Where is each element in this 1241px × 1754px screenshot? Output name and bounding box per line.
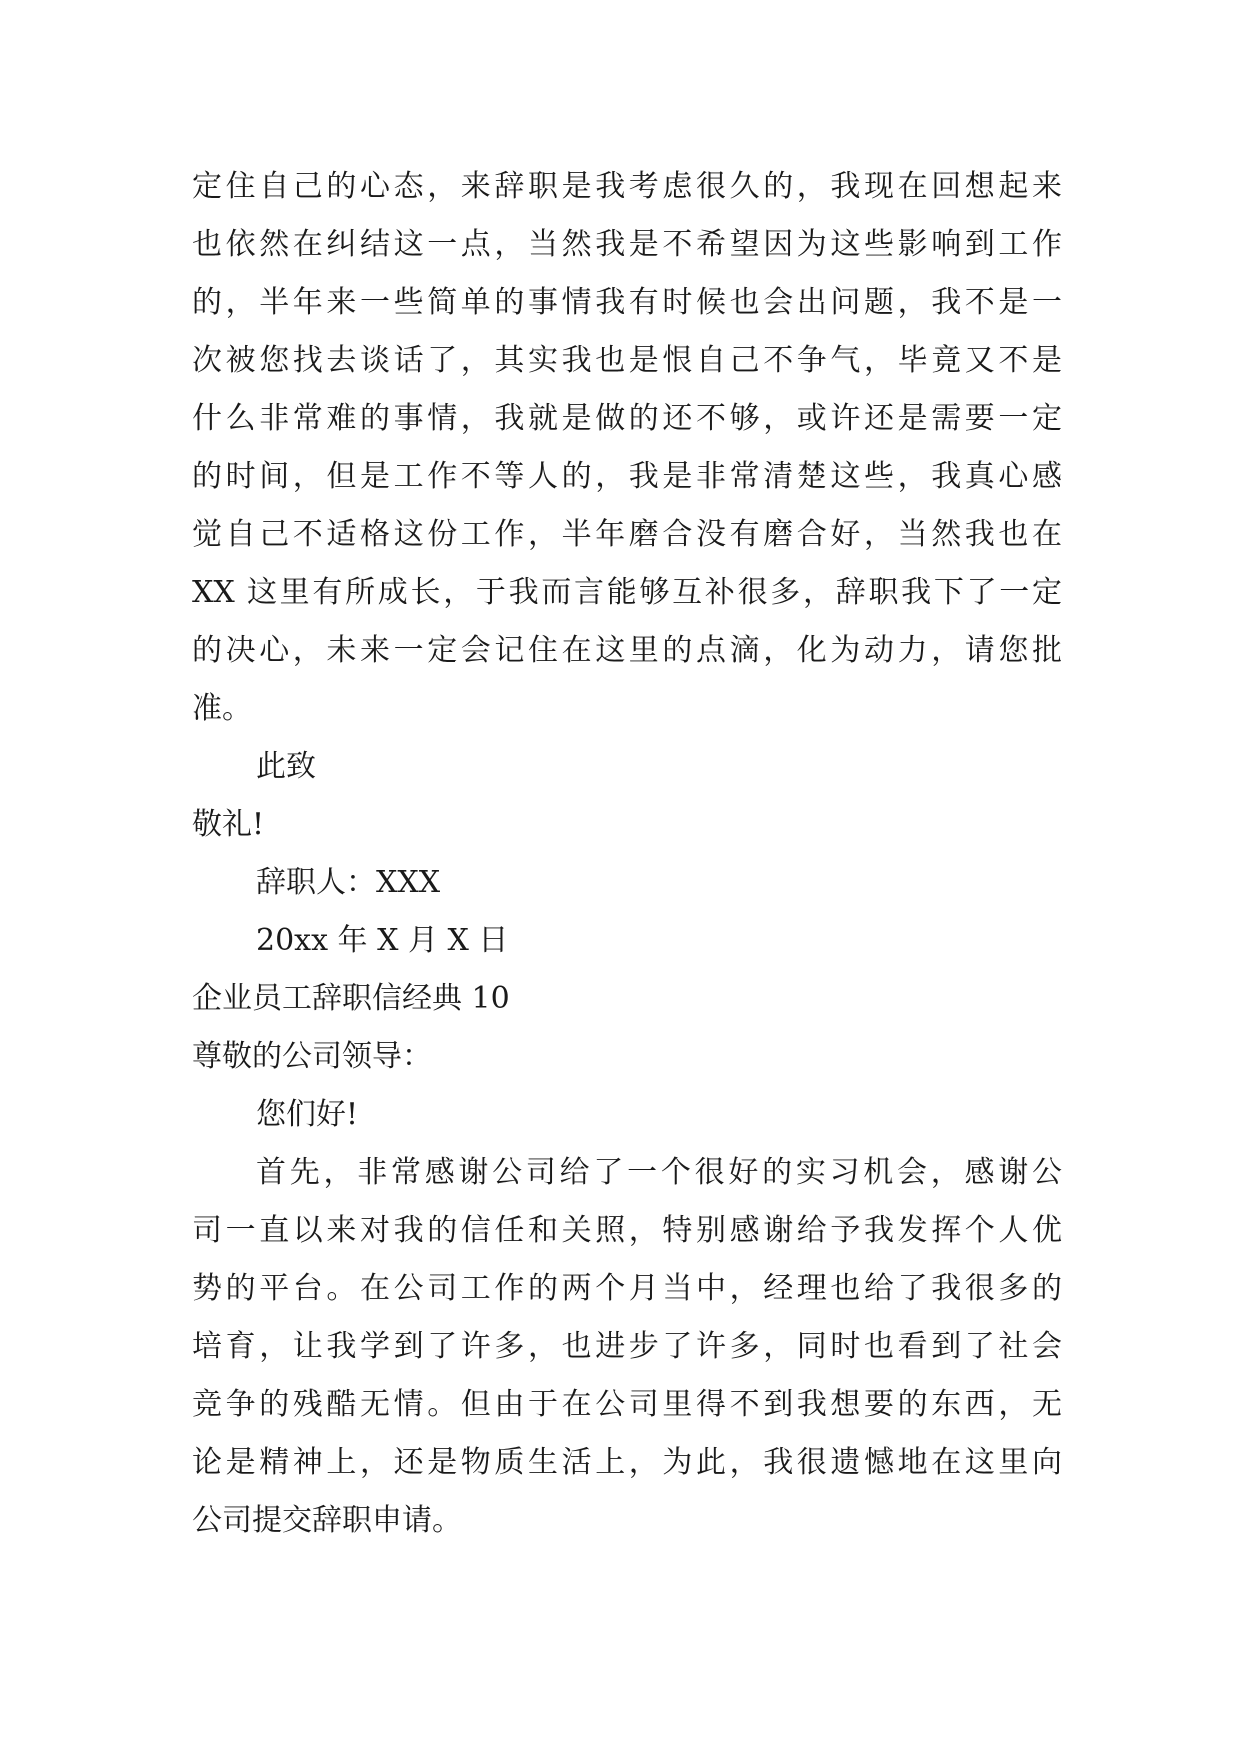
salutation: 敬礼! xyxy=(192,807,265,842)
signer-name: 辞职人：XXX xyxy=(256,865,441,900)
addressee: 尊敬的公司领导： xyxy=(192,1039,432,1074)
document-body xyxy=(192,158,1062,1550)
text-line: 势的平台。在公司工作的两个月当中，经理也给了我很多的 xyxy=(192,1271,1062,1306)
text-line: 次被您找去谈话了，其实我也是恨自己不争气，毕竟又不是 xyxy=(192,343,1062,378)
text-line: 什么非常难的事情，我就是做的还不够，或许还是需要一定 xyxy=(192,401,1062,436)
letter-date: 20xx 年 X 月 X 日 xyxy=(256,923,509,958)
text-line: 的时间，但是工作不等人的，我是非常清楚这些，我真心感 xyxy=(192,459,1062,494)
text-line: 论是精神上，还是物质生活上，为此，我很遗憾地在这里向 xyxy=(192,1445,1062,1480)
paragraph-resignation-continued xyxy=(192,158,1062,738)
section-title: 企业员工辞职信经典 10 xyxy=(192,981,510,1016)
text-line: 的决心，未来一定会记住在这里的点滴，化为动力，请您批 xyxy=(192,633,1062,668)
closing-phrase: 此致 xyxy=(256,749,316,784)
text-line: 公司提交辞职申请。 xyxy=(192,1503,462,1538)
text-line: 也依然在纠结这一点，当然我是不希望因为这些影响到工作 xyxy=(192,227,1062,262)
paragraph-letter-10-body xyxy=(192,1144,1062,1550)
text-line: XX 这里有所成长，于我而言能够互补很多，辞职我下了一定 xyxy=(192,575,1062,610)
text-line: 定住自己的心态，来辞职是我考虑很久的，我现在回想起来 xyxy=(192,169,1062,204)
text-line: 首先，非常感谢公司给了一个很好的实习机会，感谢公 xyxy=(256,1155,1062,1190)
text-line: 司一直以来对我的信任和关照，特别感谢给予我发挥个人优 xyxy=(192,1213,1062,1248)
text-line: 的，半年来一些简单的事情我有时候也会出问题，我不是一 xyxy=(192,285,1062,320)
text-line: 竞争的残酷无情。但由于在公司里得不到我想要的东西，无 xyxy=(192,1387,1062,1422)
text-line: 准。 xyxy=(192,691,252,726)
text-line: 觉自己不适格这份工作，半年磨合没有磨合好，当然我也在 xyxy=(192,517,1062,552)
greeting: 您们好! xyxy=(256,1097,359,1132)
text-line: 培育，让我学到了许多，也进步了许多，同时也看到了社会 xyxy=(192,1329,1062,1364)
